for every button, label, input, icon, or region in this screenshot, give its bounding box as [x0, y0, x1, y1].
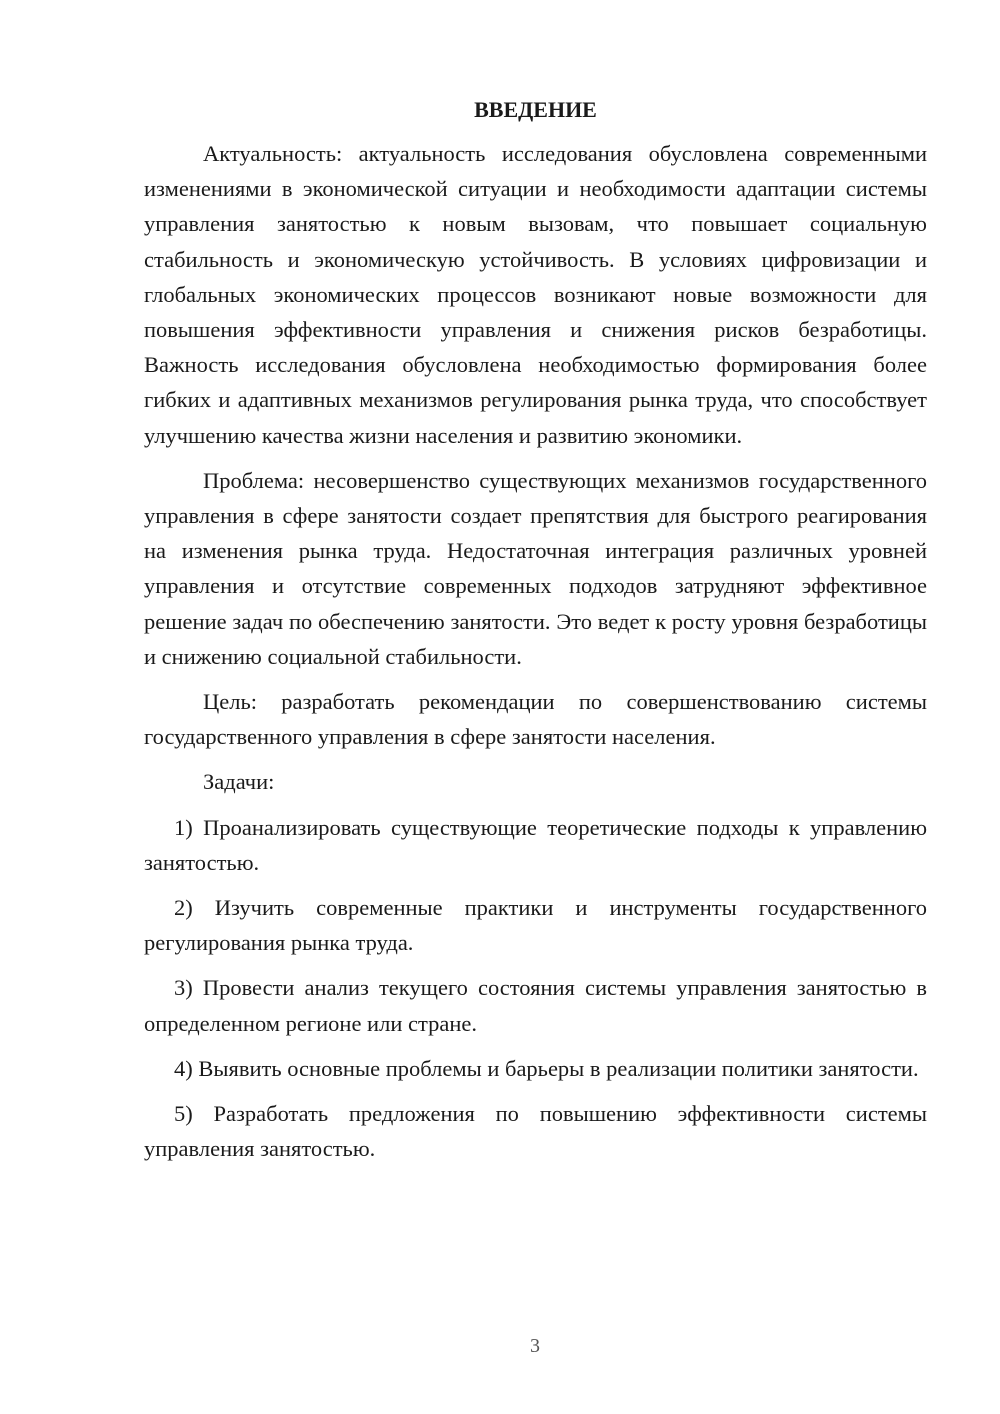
relevance-paragraph: Актуальность: актуальность исследования обусловлена современными изменениями в экономической ситуации и необходимости адаптации системы управления занятостью к новым вызовам, что повышает социальную стабильность и экономическую устойчивость. В условиях цифровизации и глобальных экономических процессов возникают новые возможности для повышения эффективности управления и снижения рисков безработицы. Важность исследования обусловлена необходимостью формирования более гибких и адаптивных механизмов регулирования рынка труда, что способствует улучшению качества жизни населения и развитию экономики. [144, 141, 927, 448]
task-item-3: 3) Провести анализ текущего состояния системы управления занятостью в определенном регионе или стране. [144, 975, 927, 1036]
document-page [144, 92, 927, 1166]
goal-paragraph: Цель: разработать рекомендации по совершенствованию системы государственного управления в сфере занятости населения. [144, 689, 927, 750]
problem-paragraph: Проблема: несовершенство существующих механизмов государственного управления в сфере занятости создает препятствия для быстрого реагирования на изменения рынка труда. Недостаточная интеграция различных уровней управления и отсутствие современных подходов затрудняют эффективное решение задач по обеспечению занятости. Это ведет к росту уровня безработицы и снижению социальной стабильности. [144, 467, 927, 669]
section-title: ВВЕДЕНИЕ [474, 97, 597, 122]
task-item-4: 4) Выявить основные проблемы и барьеры в реализации политики занятости. [174, 1055, 919, 1081]
task-item-1: 1) Проанализировать существующие теоретические подходы к управлению занятостью. [144, 814, 927, 875]
tasks-label: Задачи: [203, 769, 275, 795]
task-item-5: 5) Разработать предложения по повышению эффективности системы управления занятостью. [144, 1101, 927, 1162]
task-item-2: 2) Изучить современные практики и инструменты государственного регулирования рынка труда. [144, 895, 927, 956]
page-number: 3 [530, 1335, 540, 1357]
